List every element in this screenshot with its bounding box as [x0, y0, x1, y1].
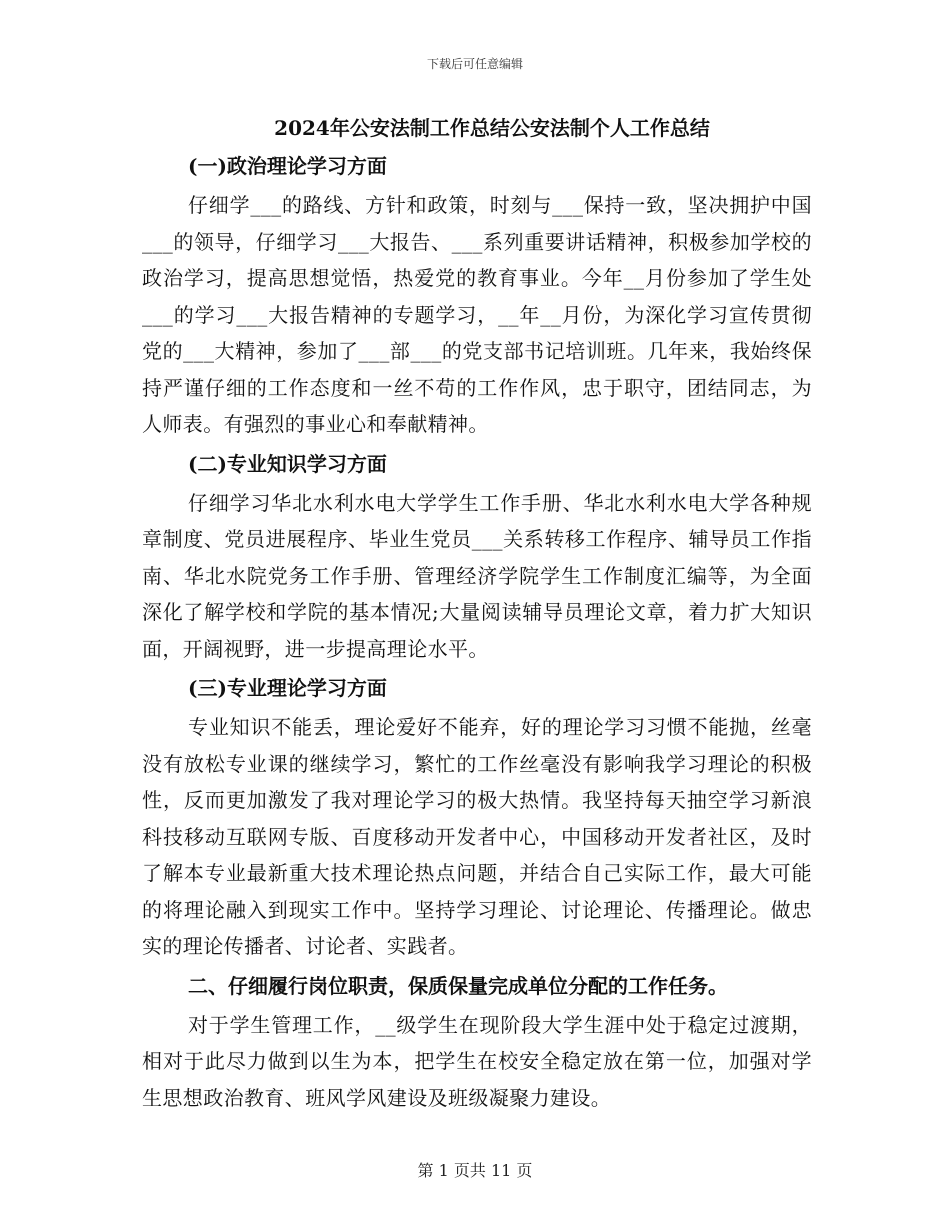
- section-paragraph-4: 对于学生管理工作，__级学生在现阶段大学生涯中处于稳定过渡期，相对于此尽力做到以生为本，把学生在校安全稳定放在第一位，加强对学生思想政治教育、班风学风建设及班级凝聚力建设。: [142, 1012, 812, 1110]
- section-paragraph-1: 仔细学___的路线、方针和政策，时刻与___保持一致，坚决拥护中国___的领导，仔细学习___大报告、___系列重要讲话精神，积极参加学校的政治学习，提高思想觉悟，热爱党的教育事业。今年__月份参加了学生处___的学习___大报告精神的专题学习，__年__月份，为深化学习宣传贯彻党的___大精神，参加了___部___的党支部书记培训班。几年来，我始终保持严谨仔细的工作态度和一丝不苟的工作作风，忠于职守，团结同志，为人师表。有强烈的事业心和奉献精神。: [142, 193, 812, 436]
- page-footer: 第 1 页共 11 页: [417, 1161, 533, 1180]
- section-heading-1: (一)政治理论学习方面: [188, 154, 387, 178]
- section-paragraph-3: 专业知识不能丢，理论爱好不能弃，好的理论学习习惯不能抛，丝毫没有放松专业课的继续学习，繁忙的工作丝毫没有影响我学习理论的积极性，反而更加激发了我对理论学习的极大热情。我坚持每天抽空学习新浪科技移动互联网专版、百度移动开发者中心，中国移动开发者社区，及时了解本专业最新重大技术理论热点问题，并结合自己实际工作，最大可能的将理论融入到现实工作中。坚持学习理论、讨论理论、传播理论。做忠实的理论传播者、讨论者、实践者。: [142, 715, 812, 958]
- section-heading-2: (二)专业知识学习方面: [188, 451, 387, 476]
- section-paragraph-2: 仔细学习华北水利水电大学学生工作手册、华北水利水电大学各种规章制度、党员进展程序、毕业生党员___关系转移工作程序、辅导员工作指南、华北水院党务工作手册、管理经济学院学生工作制度汇编等，为全面深化了解学校和学院的基本情况;大量阅读辅导员理论文章，着力扩大知识面，开阔视野，进一步提高理论水平。: [142, 490, 812, 661]
- page-header: 下载后可任意编辑: [426, 57, 523, 71]
- document-title: 2024年公安法制工作总结公安法制个人工作总结: [274, 116, 710, 140]
- section-heading-4: 二、仔细履行岗位职责，保质保量完成单位分配的工作任务。: [188, 973, 728, 998]
- document-body: [142, 112, 812, 1121]
- section-heading-3: (三)专业理论学习方面: [188, 676, 387, 700]
